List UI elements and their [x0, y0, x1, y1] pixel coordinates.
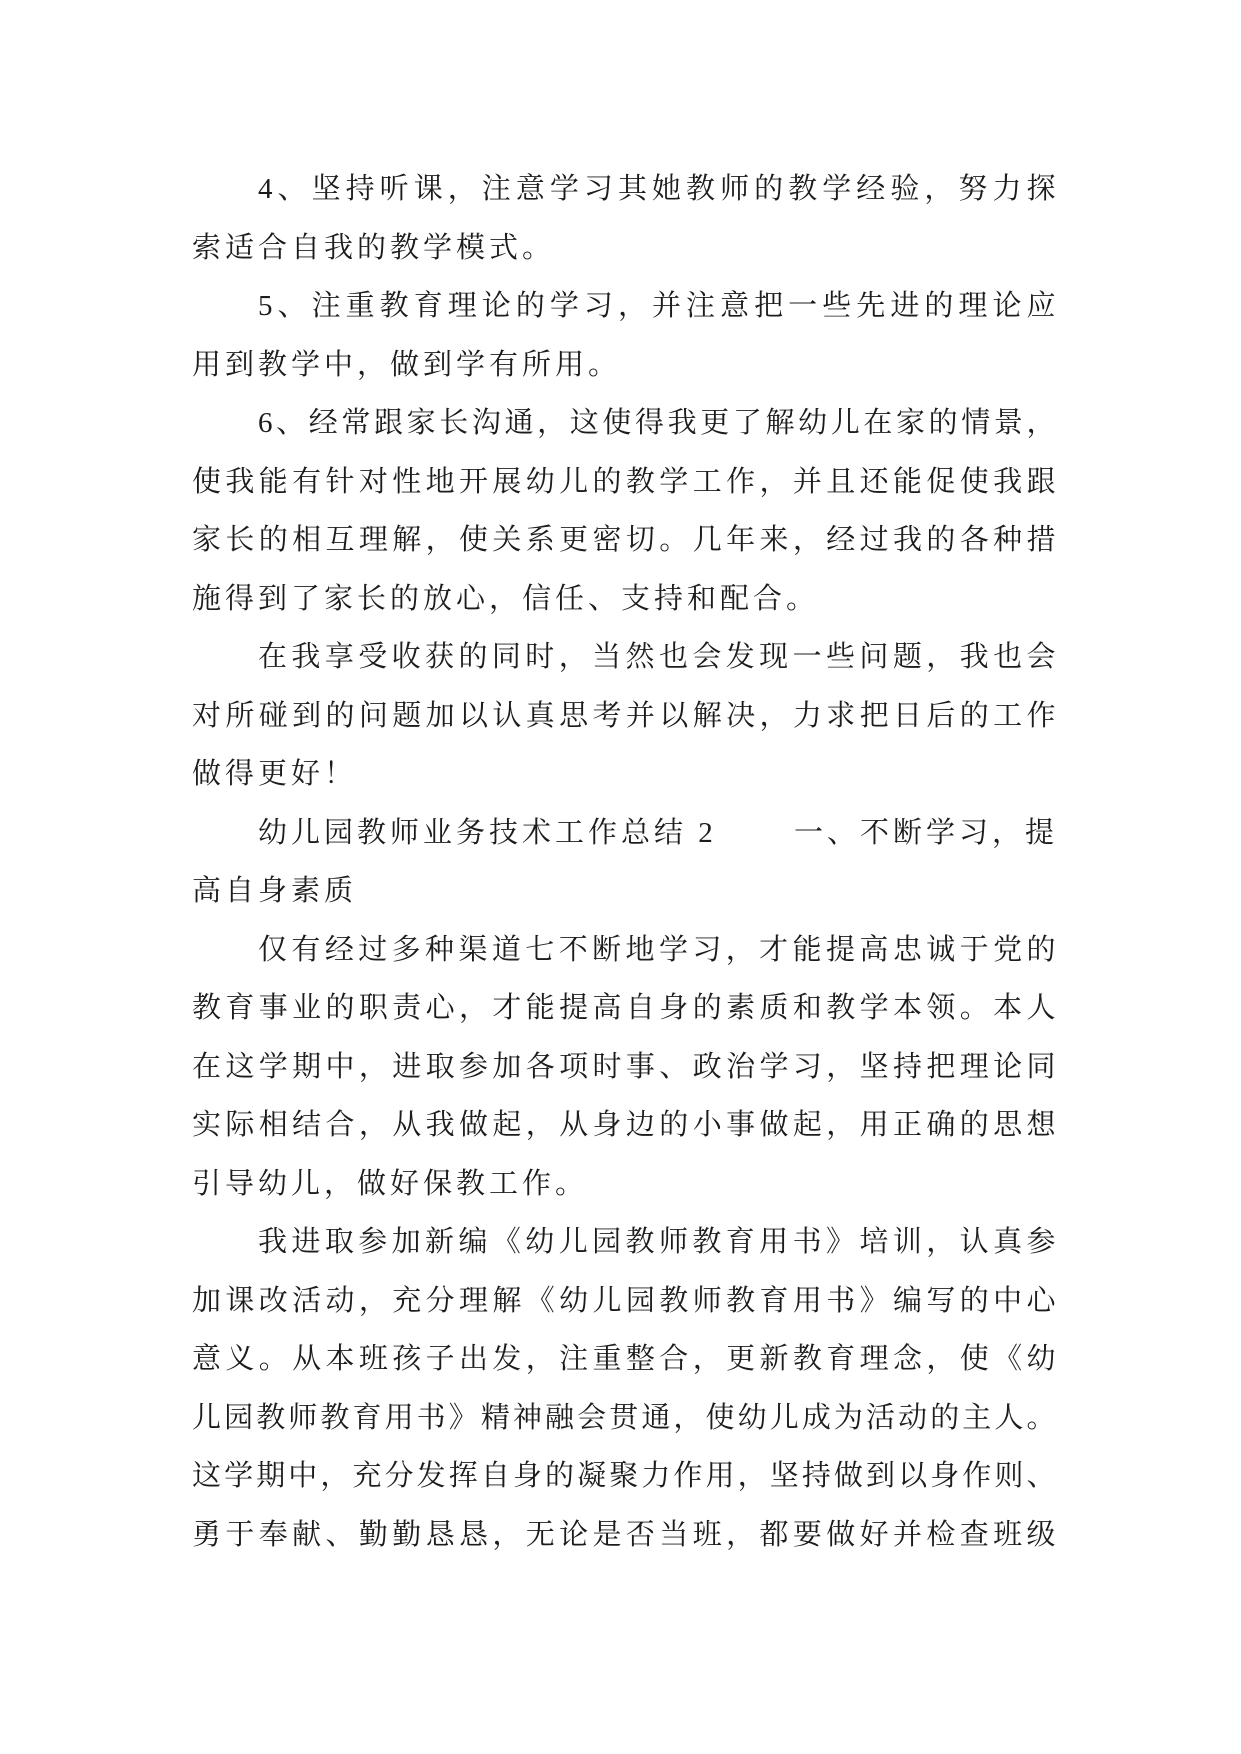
paragraph-line: 在这学期中，进取参加各项时事、政治学习，坚持把理论同: [192, 1050, 1058, 1083]
paragraph-line: 教育事业的职责心，才能提高自身的素质和教学本领。本人: [192, 992, 1058, 1024]
summary-heading-paragraph: [192, 804, 1058, 921]
paragraph-line: 索适合自我的教学模式。: [192, 231, 556, 264]
paragraph-line: 施得到了家长的放心，信任、支持和配合。: [192, 582, 820, 615]
paragraph: [192, 160, 1058, 277]
paragraph: [192, 921, 1058, 1214]
paragraph-line: 加课改活动，充分理解《幼儿园教师教育用书》编写的中心: [192, 1284, 1058, 1317]
paragraph-line: 我进取参加新编《幼儿园教师教育用书》培训，认真参: [258, 1226, 1058, 1258]
paragraph-line: 使我能有针对性地开展幼儿的教学工作，并且还能促使我跟: [192, 465, 1058, 498]
paragraph-line: 5、注重教育理论的学习，并注意把一些先进的理论应: [258, 290, 1058, 322]
paragraph: [192, 1213, 1058, 1564]
paragraph: [192, 394, 1058, 628]
paragraph-line: 意义。从本班孩子出发，注重整合，更新教育理念，使《幼: [192, 1343, 1058, 1375]
paragraph-line: 儿园教师教育用书》精神融会贯通，使幼儿成为活动的主人。: [192, 1401, 1058, 1434]
paragraph-line: 对所碰到的问题加以认真思考并以解决，力求把日后的工作: [192, 699, 1058, 732]
paragraph-line: 这学期中，充分发挥自身的凝聚力作用，坚持做到以身作则、: [192, 1460, 1058, 1492]
paragraph-line: 4、坚持听课，注意学习其她教师的教学经验，努力探: [258, 173, 1058, 205]
paragraph-line: 在我享受收获的同时，当然也会发现一些问题，我也会: [258, 641, 1058, 673]
summary-title: 幼儿园教师业务技术工作总结 2: [258, 816, 717, 849]
paragraph-line: 引导幼儿，做好保教工作。: [192, 1167, 589, 1200]
paragraph: [192, 277, 1058, 394]
section-heading: 一、不断学习，提: [793, 816, 1058, 849]
paragraph-line: 勇于奉献、勤勤恳恳，无论是否当班，都要做好并检查班级: [192, 1518, 1058, 1551]
paragraph-line: 6、经常跟家长沟通，这使得我更了解幼儿在家的情景，: [258, 407, 1058, 439]
paragraph-line: 仅有经过多种渠道七不断地学习，才能提高忠诚于党的: [258, 933, 1058, 966]
summary-heading-line: [192, 804, 1058, 863]
paragraph-line: 家长的相互理解，使关系更密切。几年来，经过我的各种措: [192, 524, 1058, 556]
paragraph: [192, 628, 1058, 804]
document-body: [192, 160, 1058, 1564]
paragraph-line: 用到教学中，做到学有所用。: [192, 348, 622, 381]
paragraph-line: 实际相结合，从我做起，从身边的小事做起，用正确的思想: [192, 1109, 1058, 1141]
section-heading-line: 高自身素质: [192, 875, 358, 907]
paragraph-line: 做得更好！: [192, 758, 358, 790]
